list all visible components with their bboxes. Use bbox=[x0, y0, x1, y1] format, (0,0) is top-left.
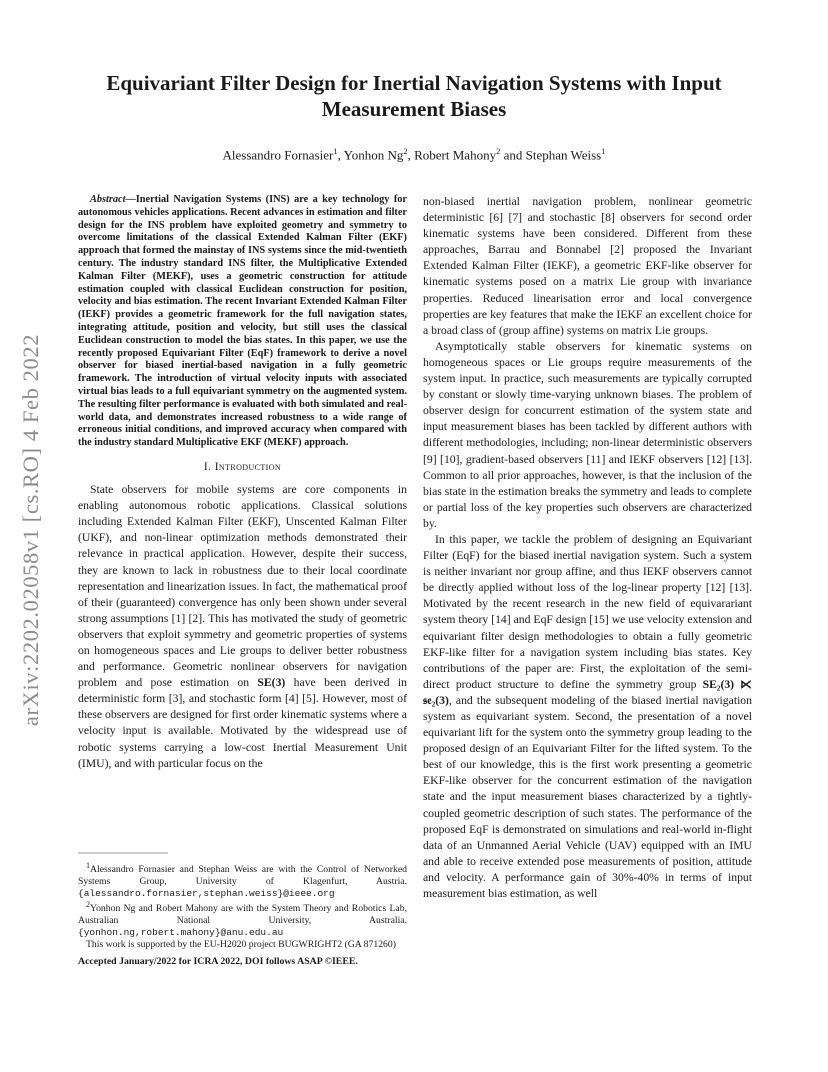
abstract bbox=[78, 194, 407, 450]
section-number: I. bbox=[203, 460, 212, 473]
section-heading bbox=[78, 459, 407, 475]
arxiv-stamp bbox=[6, 285, 56, 775]
footnotes bbox=[78, 860, 407, 968]
intro-paragraph bbox=[78, 482, 407, 772]
author-affiliation: 1 bbox=[601, 146, 606, 156]
footnote-email: {alessandro.fornasier,stephan.weiss}@ieee.org bbox=[78, 887, 335, 899]
left-column bbox=[78, 194, 407, 772]
footnote-text: Yonhon Ng and Robert Mahony are with the System Theory and Robotics Lab, Australian National University, Australia. bbox=[78, 903, 407, 927]
author-affiliation: 2 bbox=[403, 146, 408, 156]
footnote-2 bbox=[78, 899, 407, 938]
body-text: In this paper, we tackle the problem of designing an Equivariant Filter (EqF) for the biased inertial navigation system. Such a system is neither invariant nor group affine, and thus IEKF observers cannot be directly applied without loss of the log-linear property [12] [13]. Motivated by the recent research in the new field of equivarariant system theory [14] and EqF design [15] we use velocity extension and equivariant filter design methodologies to obtain a fully geometric EKF-like filter for a navigation system including bias states. Key contributions of the paper are: First, the exploitation of the semi-direct product structure to define the symmetry group bbox=[423, 532, 752, 691]
footnote-mark: 1 bbox=[86, 861, 91, 870]
author-list: Alessandro Fornasier$^1$, Yonhon Ng$^2$, Robert Mahony$^2$ and Stephan Weiss$^1$ bbox=[222, 146, 606, 163]
footnote-rule bbox=[78, 852, 407, 854]
abstract-label: Abstract bbox=[90, 194, 126, 205]
footnote-mark: 2 bbox=[86, 900, 91, 910]
author-name: Stephan Weiss bbox=[525, 147, 602, 163]
acceptance-note: Accepted January/2022 for ICRA 2022, DOI follows ASAP ©IEEE. bbox=[78, 956, 358, 968]
intro-text: have been derived in deterministic form [3], and stochastic form [4] [5]. However, most of these observers are designed for first order kinematic systems where a velocity input is available. Motivated by the widespread use of robotic systems carrying a low-cost Inertial Measurement Unit (IMU), and with particular focus on the bbox=[78, 676, 407, 770]
body-paragraph bbox=[423, 532, 752, 902]
footnote-email: {yonhon.ng,robert.mahony}@anu.edu.au bbox=[78, 926, 284, 938]
intro-text: State observers for mobile systems are core components in enabling autonomous robotic applications. Classical solutions including Extended Kalman Filter (EKF), Unscented Kalman Filter (UKF), and non-linear optimization methods demonstrated their relevance in practical application. However, despite their success, they are known to lack in robustness due to their local coordinate representation and linearization issues. In fact, the mathematical proof of their (guaranteed) convergence has only been shown under several strong assumptions [1] [2]. This has motivated the study of geometric observers that exploit symmetry and geometric properties of systems on homogeneous spaces and Lie groups to deliver better robustness and performance. Geometric nonlinear observers for navigation problem and pose estimation on bbox=[78, 483, 407, 690]
author-name: Alessandro Fornasier bbox=[222, 147, 334, 163]
author-affiliation: 1 bbox=[333, 146, 338, 156]
author-name: Yonhon Ng bbox=[343, 147, 404, 163]
right-column bbox=[423, 194, 752, 902]
arxiv-stamp-text: arXiv:2202.02058v1 [cs.RO] 4 Feb 2022 bbox=[18, 333, 43, 727]
paper-title: Equivariant Filter Design for Inertial Navigation Systems with Input Measurement Biases bbox=[106, 71, 722, 121]
abstract-text: —Inertial Navigation Systems (INS) are a key technology for autonomous vehicles applications. Recent advances in estimation and filter design for the INS problem have exploited geometry and symmetry to overcome limitations of the classical Extended Kalman Filter (EKF) approach that formed the mainstay of INS systems since the mid-twentieth century. The industry standard INS filter, the Multiplicative Extended Kalman Filter (MEKF), uses a geometric construction for attitude estimation coupled with classical Euclidean construction for position, velocity and bias estimation. The recent Invariant Extended Kalman Filter (IEKF) provides a geometric framework for the full navigation states, integrating attitude, position and velocity, but still uses the classical Euclidean construction to model the bias states. In this paper, we use the recently proposed Equivariant Filter (EqF) framework to derive a novel observer for biased inertial-based navigation in a fully geometric framework. The introduction of virtual velocity inputs with associated virtual bias leads to a full equivariant symmetry on the augmented system. The resulting filter performance is evaluated with both simulated and real-world data, and demonstrates increased robustness to a wide range of erroneous initial conditions, and improved accuracy when compared with the industry standard Multiplicative EKF (MEKF) approach. bbox=[78, 194, 407, 449]
support-note: This work is supported by the EU-H2020 project BUGWRIGHT2 (GA 871260) bbox=[86, 938, 396, 950]
author-affiliation: 2 bbox=[496, 146, 501, 156]
section-title: Introduction bbox=[214, 460, 282, 473]
math-se3: SE(3) bbox=[257, 676, 286, 690]
author-name: Robert Mahony bbox=[414, 147, 497, 163]
footnote-text: Alessandro Fornasier and Stephan Weiss are with the Control of Networked Systems Group, University of Klagenfurt, Austria. bbox=[78, 864, 407, 887]
body-text: , and the subsequent modeling of the biased inertial navigation system as equivariant system. Second, the presentation of a novel equivariant lift for the system onto the symmetry group leading to the proposed design of an Equivariant Filter for the lifted system. To the best of our knowledge, this is the first work presenting a geometric EKF-like observer for the concurrent estimation of the navigation state and the input measurement biases characterized by a tightly-coupled geometric description of such states. The performance of the proposed EqF is demonstrated on simulations and real-world in-flight data of an Unmanned Aerial Vehicle (UAV) equipped with an IMU and able to receive extended pose measurements of position, attitude and velocity. A performance gain of 30%-40% in terms of input measurement bias estimation, as well bbox=[423, 693, 752, 901]
footnote-1 bbox=[78, 860, 407, 899]
body-paragraph: non-biased inertial navigation problem, nonlinear geometric deterministic [6] [7] and stochastic [8] observers for second order kinematic systems have been considered. Different from these approaches, Barrau and Bonnabel [2] proposed the Invariant Extended Kalman Filter (IEKF), a geometric EKF-like observer for kinematic systems posed on a matrix Lie group with invariance properties. Reduced linearisation error and local convergence properties are key features that make the IEKF an excellent choice for a broad class of (group affine) systems on matrix Lie groups. bbox=[423, 195, 752, 337]
math-symmetry-group: SE₂(3) ⋉ 𝔰𝔢₂(3) bbox=[423, 677, 752, 707]
body-paragraph: Asymptotically stable observers for kinematic systems on homogeneous spaces or Lie groups require measurements of the system input. In practice, such measurements are typically corrupted by constant or slowly time-varying unknown biases. The problem of observer design for concurrent estimation of the system state and input measurement biases has been tackled by different authors with different methodologies, including; non-linear deterministic observers [9] [10], gradient-based observers [11] and IEKF observers [12] [13]. Common to all prior approaches, however, is that the inclusion of the bias state in the estimation breaks the symmetry and leads to complete or partial loss of the key properties such observers are characterized by. bbox=[423, 339, 752, 530]
